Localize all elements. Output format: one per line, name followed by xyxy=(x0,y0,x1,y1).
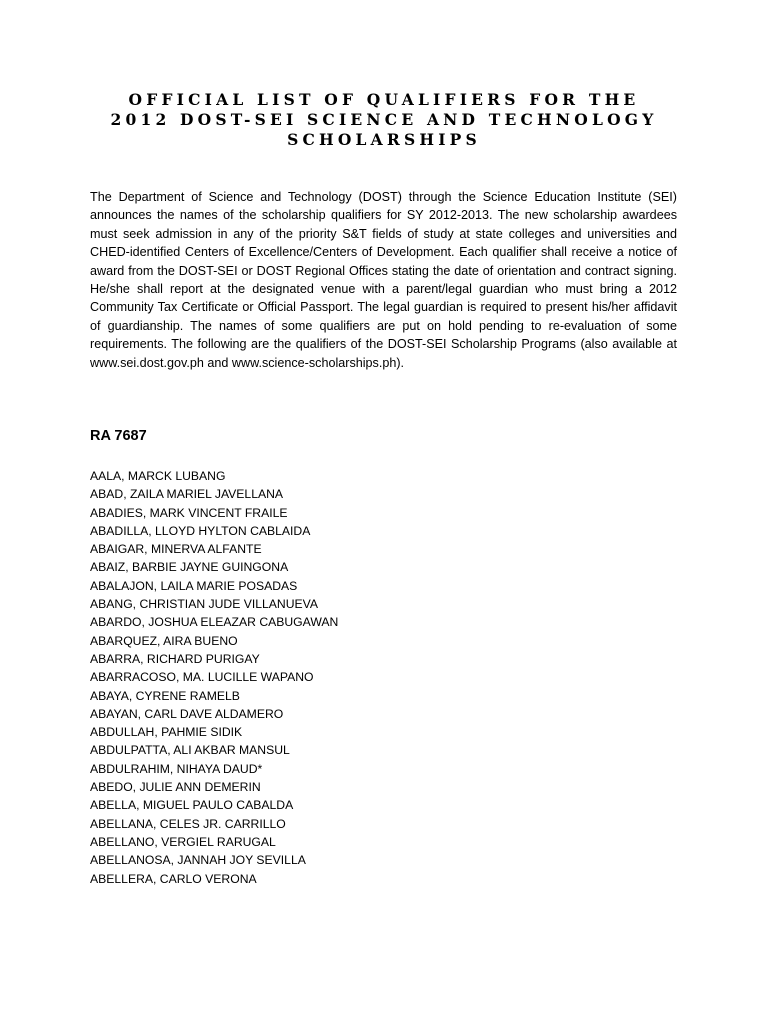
qualifier-name: ABANG, CHRISTIAN JUDE VILLANUEVA xyxy=(90,597,319,612)
qualifier-list xyxy=(90,467,338,888)
qualifier-name: ABADILLA, LLOYD HYLTON CABLAIDA xyxy=(90,523,311,538)
qualifier-name: AALA, MARCK LUBANG xyxy=(90,469,226,483)
qualifier-name: ABARRA, RICHARD PURIGAY xyxy=(90,651,260,666)
document-title xyxy=(60,90,708,150)
qualifier-name: ABELLA, MIGUEL PAULO CABALDA xyxy=(90,798,294,813)
intro-paragraph: The Department of Science and Technology (DOST) through the Science Education Institute (SEI) announces the names of the scholarship qualifiers for SY 2012-2013. The new scholarship awardees must seek admission in any of the priority S&T fields of study at state colleges and universities and CHED-identified Centers of Excellence/Centers of Development. Each qualifier shall receive a notice of award from the DOST-SEI or DOST Regional Offices stating the date of orientation and contract signing. He/she shall report at the designated venue with a parent/legal guardian who must bring a 2012 Community Tax Certificate or Official Passport. The legal guardian is required to present his/her affidavit of guardianship. The names of some qualifiers are put on hold pending to re-evaluation of some requirements. The following are the qualifiers of the DOST-SEI Scholarship Programs (also available at www.sei.dost.gov.ph and www.science-scholarships.ph). xyxy=(90,190,677,370)
qualifier-name: ABAD, ZAILA MARIEL JAVELLANA xyxy=(90,487,284,502)
title-line: 2012 DOST-SEI SCIENCE AND TECHNOLOGY xyxy=(110,110,658,129)
qualifier-name: ABDULRAHIM, NIHAYA DAUD* xyxy=(90,761,263,776)
qualifier-name: ABARDO, JOSHUA ELEAZAR CABUGAWAN xyxy=(90,615,339,630)
qualifier-name: ABELLANO, VERGIEL RARUGAL xyxy=(90,834,276,849)
qualifier-name: ABARQUEZ, AIRA BUENO xyxy=(90,633,238,648)
qualifier-name: ABAYAN, CARL DAVE ALDAMERO xyxy=(90,706,284,721)
qualifier-name: ABALAJON, LAILA MARIE POSADAS xyxy=(90,578,298,593)
qualifier-name: ABDULLAH, PAHMIE SIDIK xyxy=(90,725,243,740)
qualifier-name: ABAIZ, BARBIE JAYNE GUINGONA xyxy=(90,560,289,575)
title-line: SCHOLARSHIPS xyxy=(287,130,481,149)
qualifier-name: ABADIES, MARK VINCENT FRAILE xyxy=(90,505,288,520)
qualifier-name: ABDULPATTA, ALI AKBAR MANSUL xyxy=(90,743,290,758)
title-line: OFFICIAL LIST OF QUALIFIERS FOR THE xyxy=(128,90,640,109)
qualifier-name: ABAYA, CYRENE RAMELB xyxy=(90,688,240,703)
section-heading: RA 7687 xyxy=(90,428,147,444)
qualifier-name: ABELLERA, CARLO VERONA xyxy=(90,871,257,886)
qualifier-name: ABARRACOSO, MA. LUCILLE WAPANO xyxy=(90,670,314,685)
qualifier-name: ABELLANOSA, JANNAH JOY SEVILLA xyxy=(90,853,306,868)
qualifier-name: ABEDO, JULIE ANN DEMERIN xyxy=(90,780,261,795)
qualifier-name: ABAIGAR, MINERVA ALFANTE xyxy=(90,542,262,557)
qualifier-name: ABELLANA, CELES JR. CARRILLO xyxy=(90,816,286,831)
